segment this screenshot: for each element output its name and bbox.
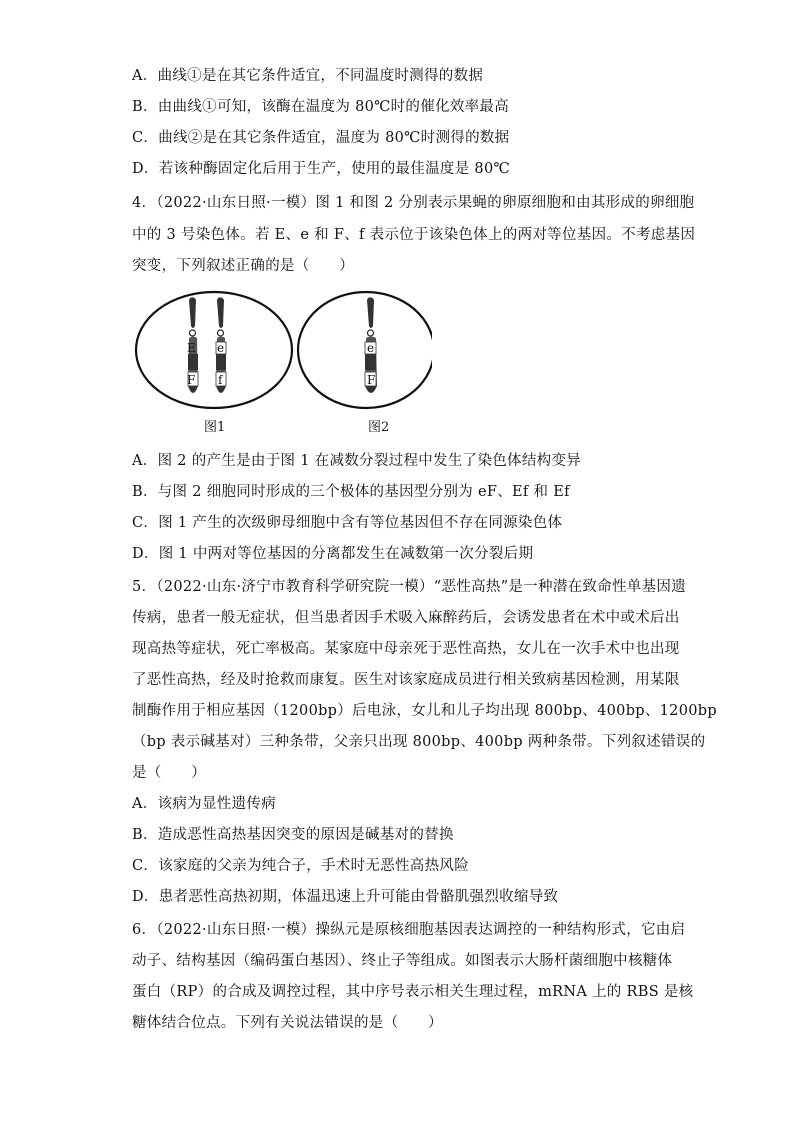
q5-stem-line-7: 是（ ） — [132, 765, 206, 781]
q5-stem-line-5: 制酶作用于相应基因（1200bp）后电泳，女儿和儿子均出现 800bp、400bp、1200bp — [132, 703, 717, 719]
q5-stem-line-1: 5．（2022·山东·济宁市教育科学研究院一模）“恶性高热”是一种潜在致命性单基因遗 — [132, 579, 687, 595]
q5-option-c: C．该家庭的父亲为纯合子，手术时无恶性高热风险 — [132, 858, 469, 874]
gene-label: E — [187, 341, 196, 355]
q5-stem-line-4: 了恶性高热，经及时抢救而康复。医生对该家庭成员进行相关致病基因检测，用某限 — [132, 672, 680, 688]
q5-option-a: A．该病为显性遗传病 — [132, 796, 276, 812]
q4-stem-line-3: 突变，下列叙述正确的是（ ） — [132, 258, 354, 274]
q5-stem-line-3: 现高热等症状，死亡率极高。某家庭中母亲死于恶性高热，女儿在一次手术中也出现 — [132, 641, 680, 657]
fig1-label: 图1 — [204, 420, 226, 435]
q6-stem-line-2: 动子、结构基因（编码蛋白基因）、终止子等组成。如图表示大肠杆菌细胞中核糖体 — [132, 953, 673, 969]
chromosome-figure — [132, 288, 432, 438]
fig2-label: 图2 — [368, 420, 390, 435]
q4-option-a: A．图 2 的产生是由于图 1 在减数分裂过程中发生了染色体结构变异 — [132, 453, 582, 469]
q4-stem-line-1: 4．（2022·山东日照·一模）图 1 和图 2 分别表示果蝇的卵原细胞和由其形成的卵细胞 — [132, 195, 695, 211]
q3-option-a: A．曲线①是在其它条件适宜，不同温度时测得的数据 — [132, 68, 484, 84]
gene-label: e — [217, 341, 225, 355]
gene-label: F — [187, 373, 196, 387]
q6-stem-line-3: 蛋白（RP）的合成及调控过程，其中序号表示相关生理过程，mRNA 上的 RBS 是核 — [132, 984, 694, 1000]
q3-option-d: D．若该种酶固定化后用于生产，使用的最佳温度是 80℃ — [132, 161, 511, 177]
gene-label: F — [367, 373, 376, 387]
q4-option-b: B．与图 2 细胞同时形成的三个极体的基因型分别为 eF、Ef 和 Ef — [132, 484, 570, 500]
q4-option-c: C．图 1 产生的次级卵母细胞中含有等位基因但不存在同源染色体 — [132, 515, 563, 531]
q5-stem-line-2: 传病，患者一般无症状，但当患者因手术吸入麻醉药后，会诱发患者在术中或术后出 — [132, 610, 680, 626]
gene-label: e — [367, 341, 375, 355]
q5-option-b: B．造成恶性高热基因突变的原因是碱基对的替换 — [132, 827, 454, 843]
fig1-cell-outline — [136, 292, 292, 408]
q4-stem-line-2: 中的 3 号染色体。若 E、e 和 F、f 表示位于该染色体上的两对等位基因。不考虑基因 — [132, 227, 696, 243]
q3-option-b: B．由曲线①可知，该酶在温度为 80℃时的催化效率最高 — [132, 99, 510, 115]
q5-option-d: D．患者恶性高热初期，体温迅速上升可能由骨骼肌强烈收缩导致 — [132, 889, 559, 905]
q4-option-d: D．图 1 中两对等位基因的分离都发生在减数第一次分裂后期 — [132, 546, 534, 562]
gene-label: f — [218, 373, 223, 387]
q3-option-c: C．曲线②是在其它条件适宜，温度为 80℃时测得的数据 — [132, 130, 510, 146]
q5-stem-line-6: （bp 表示碱基对）三种条带，父亲只出现 800bp、400bp 两种条带。下列叙述错误的 — [132, 734, 706, 750]
q6-stem-line-4: 糖体结合位点。下列有关说法错误的是（ ） — [132, 1015, 443, 1031]
q6-stem-line-1: 6．（2022·山东日照·一模）操纵元是原核细胞基因表达调控的一种结构形式，它由启 — [132, 922, 686, 938]
